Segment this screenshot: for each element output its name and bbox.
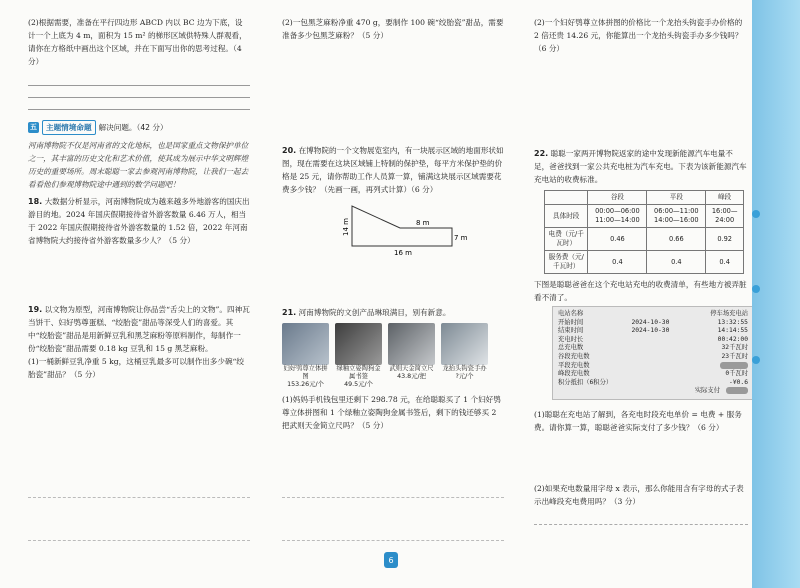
dim-top: 8 m bbox=[416, 219, 430, 227]
table-cell: 0.4 bbox=[647, 251, 706, 274]
question-22-2: (2)如果充电数量用字母 x 表示，那么你能用含有字母的式子表示出峰段充电费用吗？（3 分） bbox=[534, 483, 744, 506]
table-cell: 16:00—24:00 bbox=[706, 205, 744, 228]
table-header: 峰段 bbox=[706, 191, 744, 205]
question-19 bbox=[28, 303, 250, 355]
receipt-label: 总充电数 bbox=[558, 344, 584, 352]
question-19-1: (1)一桶新鲜豆乳净重 5 kg，这桶豆乳最多可以制作出多少碗“绞胎瓷”甜品？（5 分） bbox=[28, 357, 245, 379]
table-header bbox=[545, 191, 588, 205]
product-gallery bbox=[282, 323, 504, 389]
question-number: 22. bbox=[534, 149, 549, 158]
receipt-row bbox=[558, 370, 748, 379]
fee-table bbox=[544, 190, 744, 274]
receipt-value: 14:14:55 bbox=[717, 327, 748, 335]
receipt-value: -¥0.6 bbox=[729, 378, 748, 386]
answer-line bbox=[534, 514, 748, 525]
receipt-value: 停车场充电站 bbox=[710, 310, 748, 317]
table-cell: 0.4 bbox=[588, 251, 647, 274]
question-text: 以文物为原型，河南博物院让你品尝“舌尖上的文物”。四神瓦当饼干、妇好鸮尊蛋糕、“绞胎瓷”甜品等深受人们的喜爱。其中“绞胎瓷”甜品是用新鲜豆乳和黑芝麻粉等原料制作，每制作一份“绞胎瓷”甜品需要 0.18 kg 豆乳和 15 g 黑芝麻粉。 bbox=[28, 305, 250, 353]
question-21 bbox=[282, 306, 504, 319]
table-row bbox=[545, 251, 744, 274]
receipt-label: 平段充电数 bbox=[558, 361, 590, 369]
product-image bbox=[441, 323, 488, 365]
product-name: 龙抬头钩瓷手办 bbox=[442, 365, 487, 372]
receipt-row bbox=[558, 387, 748, 396]
product-price: 43.8元/把 bbox=[397, 373, 426, 380]
receipt-intro: 下图是聪聪爸爸在这个充电站充电的收费清单，有些地方被弄脏看不清了。 bbox=[534, 280, 747, 302]
receipt-date: 2024-10-30 bbox=[631, 327, 670, 335]
trapezoid-figure bbox=[342, 200, 468, 257]
receipt-label: 结束时间 bbox=[558, 327, 584, 335]
product-image bbox=[388, 323, 435, 365]
table-cell: 00:00—06:00 11:00—14:00 bbox=[588, 205, 647, 228]
product-image bbox=[335, 323, 382, 365]
table-cell: 0.66 bbox=[647, 228, 706, 251]
receipt-row bbox=[558, 362, 748, 371]
answer-line bbox=[28, 86, 250, 98]
table-header-row bbox=[545, 191, 744, 205]
receipt-label: 实际支付 bbox=[694, 387, 720, 395]
question-number: 21. bbox=[282, 308, 297, 317]
product-price: ?元/个 bbox=[455, 373, 474, 380]
table-cell: 具体时段 bbox=[545, 205, 588, 228]
divider-line bbox=[282, 497, 504, 498]
question-20 bbox=[282, 144, 504, 196]
table-cell: 0.46 bbox=[588, 228, 647, 251]
question-text: 大数据分析显示，河南博物院成为越来越多外地游客的国庆出游目的地。2024 年国庆假期接待省外游客数量 6.46 万人，相当于 2022 年国庆假期接待省外游客数量的 1.52 倍，2022 年河南省博物院大约接待省外游客数量多少人？（5 分） bbox=[28, 197, 250, 245]
table-row bbox=[545, 205, 744, 228]
binding-dot bbox=[752, 356, 760, 364]
left-column bbox=[28, 0, 250, 381]
receipt-label: 充电时长 bbox=[558, 335, 584, 343]
question-text: 在博物院的一个文物展览室内，有一块展示区域的地面形状如图，现在需要在这块区域铺上特制的保护垫，每平方米保护垫的价格是 25 元，请你帮助工作人员算一算，铺满这块展示区域需要花费多少钱？（先画一画，再列式计算）（6 分） bbox=[282, 146, 504, 194]
receipt-value: 32千瓦时 bbox=[721, 344, 748, 352]
table-cell: 电费（元/千瓦时） bbox=[545, 228, 588, 251]
divider-line bbox=[28, 540, 250, 541]
right-column bbox=[534, 0, 748, 525]
receipt-value: 23千瓦时 bbox=[721, 352, 748, 360]
receipt-date: 2024-10-30 bbox=[631, 318, 670, 326]
receipt-row bbox=[558, 327, 748, 336]
q2-text: (2)根据需要，准备在平行四边形 ABCD 内以 BC 边为下底，设计一个上底为 4 m，面积为 15 m² 的梯形区域供特殊人群观看，请你在方格纸中画出这个区域，并在下面写出你的思考过程。（4 分） bbox=[28, 18, 247, 66]
answer-line bbox=[28, 74, 250, 86]
product-card bbox=[441, 323, 488, 389]
page-edge-band bbox=[752, 0, 800, 588]
table-header: 谷段 bbox=[588, 191, 647, 205]
table-cell: 06:00—11:00 14:00—16:00 bbox=[647, 205, 706, 228]
question-21-2: (2)一个妇好鸮尊立体拼图的价格比一个龙抬头钩瓷手办价格的 2 倍还贵 14.26 元，你能算出一个龙抬头钩瓷手办多少钱吗？（6 分） bbox=[534, 18, 743, 53]
receipt-value: 00:42:00 bbox=[717, 335, 748, 343]
question-19-2: (2)一包黑芝麻粉净重 470 g，要制作 100 碗“绞胎瓷”甜品，需要准备多少包黑芝麻粉？（5 分） bbox=[282, 18, 504, 40]
table-cell: 0.4 bbox=[706, 251, 744, 274]
product-card bbox=[282, 323, 329, 389]
product-name: 绿釉立姿陶狗金属书签 bbox=[336, 365, 381, 380]
receipt-label: 开始时间 bbox=[558, 318, 584, 326]
floor-shape bbox=[352, 206, 452, 246]
table-cell: 0.92 bbox=[706, 228, 744, 251]
product-card bbox=[388, 323, 435, 389]
page-number: 6 bbox=[384, 552, 398, 568]
receipt-row bbox=[558, 353, 748, 362]
table-header: 平段 bbox=[647, 191, 706, 205]
question-number: 19. bbox=[28, 305, 43, 314]
section-header bbox=[28, 120, 250, 135]
receipt-label: 谷段充电数 bbox=[558, 352, 590, 360]
dim-right: 7 m bbox=[454, 234, 468, 242]
answer-line bbox=[28, 98, 250, 110]
binding-dot bbox=[752, 210, 760, 218]
middle-column bbox=[282, 0, 504, 432]
receipt-label: 积分抵扣（6积分） bbox=[558, 378, 613, 386]
section-title: 主题情境命题 bbox=[42, 120, 96, 135]
question-21-1: (1)妈妈手机钱包里还剩下 298.78 元，在给聪聪买了 1 个妇好鸮尊立体拼图和 1 个绿釉立姿陶狗金属书签后，剩下的钱还够买 2 把武则天金简立尺吗？（5 分） bbox=[282, 395, 501, 430]
question-number: 18. bbox=[28, 197, 43, 206]
receipt-label: 峰段充电数 bbox=[558, 370, 590, 378]
product-name: 妇好鸮尊立体拼图 bbox=[283, 365, 328, 380]
section-number: 五 bbox=[30, 123, 37, 131]
divider-line bbox=[282, 540, 504, 541]
receipt-row bbox=[558, 319, 748, 328]
receipt-label: 电站名称 bbox=[558, 310, 584, 317]
section-instruction: 解决问题。（42 分） bbox=[98, 123, 168, 132]
table-row bbox=[545, 228, 744, 251]
question-18 bbox=[28, 195, 250, 247]
question-number: 20. bbox=[282, 146, 297, 155]
receipt-row bbox=[558, 336, 748, 345]
binding-dot bbox=[752, 285, 760, 293]
question-text: 河南博物院的文创产品琳琅满目，别有新意。 bbox=[298, 308, 451, 317]
receipt-value: 0千瓦时 bbox=[725, 370, 748, 378]
table-cell: 服务费（元/千瓦时） bbox=[545, 251, 588, 274]
product-price: 153.26元/个 bbox=[287, 381, 324, 388]
receipt-smudge bbox=[720, 362, 748, 369]
receipt-row bbox=[558, 344, 748, 353]
charging-receipt bbox=[552, 306, 754, 400]
product-price: 49.5元/个 bbox=[344, 381, 373, 388]
product-image bbox=[282, 323, 329, 365]
dim-left: 14 m bbox=[342, 218, 350, 236]
intro-paragraph: 河南博物院不仅是河南省的文化地标，也是国家重点文物保护单位之一，其丰富的历史文化和艺术价值，使其成为展示中华文明辉煌历史的重要场所。周末聪聪一家去参观河南博物院，让我们一起去看看他们参观博物院途中遇到的数学问题吧！ bbox=[28, 141, 249, 189]
product-name: 武则天金简立尺 bbox=[389, 365, 434, 372]
receipt-row bbox=[558, 310, 748, 319]
divider-line bbox=[28, 497, 250, 498]
receipt-smudge bbox=[726, 387, 748, 394]
receipt-value: 13:32:55 bbox=[717, 318, 748, 326]
question-22 bbox=[534, 147, 748, 186]
question-text: 聪聪一家两开博物院返家的途中发现新能源汽车电量不足，爸爸找到一家公共充电桩为汽车充电。下表为该新能源汽车充电站的收费标准。 bbox=[534, 149, 747, 184]
question-22-1: (1)聪聪在充电站了解到，各充电时段充电单价 = 电费 + 服务费。请你算一算，聪聪爸爸实际支付了多少钱？（6 分） bbox=[534, 409, 742, 432]
product-card bbox=[335, 323, 382, 389]
dim-bottom: 16 m bbox=[394, 249, 412, 257]
